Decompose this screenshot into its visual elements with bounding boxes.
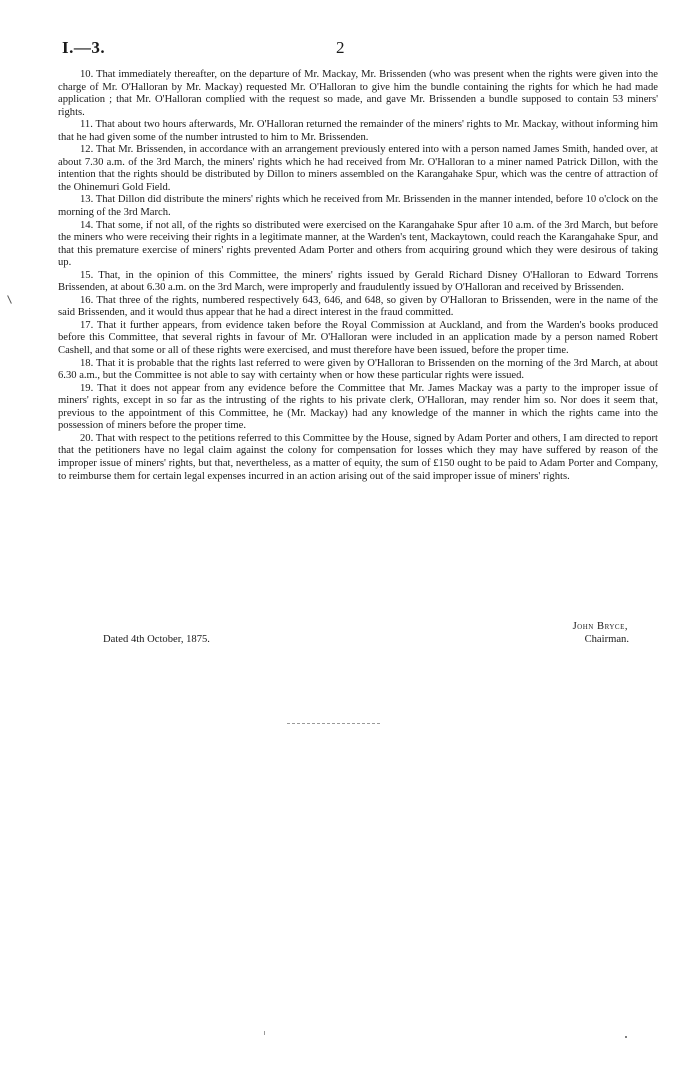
scan-speck: [625, 1036, 627, 1038]
paragraph: 10. That immediately thereafter, on the departure of Mr. Mackay, Mr. Brissenden (who was present when the rights were given into the charge of Mr. O'Halloran by Mr. Mackay) requested Mr. O'Halloran to give him the bundle containing the rights for which he had made application ; that Mr. O'Halloran complied with the request so made, and gave Mr. Brissenden a bundle supposed to contain 53 miners' rights.: [58, 69, 658, 118]
paragraph: 12. That Mr. Brissenden, in accordance with an arrangement previously entered into with a person named James Smith, handed over, at about 7.30 a.m. of the 3rd March, the miners' rights which he had received from Mr. O'Halloran to a miner named Patrick Dillon, with the intention that the rights should be distributed by Dillon to miners assembled on the Karangahake Spur, which was the centre of attraction of the Ohinemuri Gold Field.: [58, 144, 658, 193]
page-number: 2: [336, 38, 345, 57]
paragraph: 11. That about two hours afterwards, Mr. O'Halloran returned the remainder of the miners' rights to Mr. Mackay, without informing him that he had given some of the number intrusted to him to Mr. Brissenden.: [58, 119, 658, 143]
paragraph: 17. That it further appears, from evidence taken before the Royal Commission at Auckland, and from the Warden's books produced before this Committee, that several rights in favour of Mr. O'Halloran were included in an application made by a person named Robert Cashell, and that some or all of these rights were exercised, and must therefore have been issued, before the proper time.: [58, 319, 658, 357]
report-body: [58, 69, 658, 483]
paragraph: 14. That some, if not all, of the rights so distributed were exercised on the Karangahake Spur after 10 a.m. of the 3rd March, but before the miners who were receiving their rights in a legitimate manner, at the Warden's tent, Mackaytown, could reach the Karangahake Spur, and that this premature exercise of miners' rights prevented Adam Porter and others from acquiring ground which they were desirous of taking up.: [58, 219, 658, 269]
paragraph: 19. That it does not appear from any evidence before the Committee that Mr. James Mackay was a party to the improper issue of miners' rights, except in so far as the intrusting of the rights to his private clerk, O'Halloran, may render him so. Nor does it seem that, previous to the appointment of this Committee, he (Mr. Mackay) had any knowledge of the manner in which the rights came into the possession of miners before the proper time.: [58, 382, 658, 432]
document-reference: I.—3.: [62, 38, 106, 57]
paragraph: 16. That three of the rights, numbered respectively 643, 646, and 648, so given by O'Halloran to Brissenden, were in the name of the said Brissenden, and it would thus appear that he had a direct interest in the fraud committed.: [58, 294, 658, 319]
closing-rule: [287, 723, 380, 724]
paragraph: 15. That, in the opinion of this Committee, the miners' rights issued by Gerald Richard Disney O'Halloran to Edward Torrens Brissenden, at about 6.30 a.m. on the 3rd March, were improperly and fraudulently issued by O'Halloran and received by Brissenden.: [58, 269, 658, 294]
paragraph: 13. That Dillon did distribute the miners' rights which he received from Mr. Brissenden in the manner intended, before 10 o'clock on the morning of the 3rd March.: [58, 194, 658, 219]
paragraph: 20. That with respect to the petitions referred to this Committee by the House, signed by Adam Porter and others, I am directed to report that the petitioners have no legal claim against the colony for compensation for losses which they may have suffered by reason of the improper issue of miners' rights, but that, nevertheless, as a matter of equity, the sum of £150 ought to be paid to Adam Porter and Company, to reimburse them for certain legal expenses incurred in an action arising out of the said improper issue of miners' rights.: [58, 432, 658, 482]
scan-speck: [264, 1031, 265, 1035]
paragraph: 18. That it is probable that the rights last referred to were given by O'Halloran to Brissenden on the morning of the 3rd March, at about 6.30 a.m., but the Committee is not able to say with certainty when or how these particular rights were issued.: [58, 357, 658, 382]
date-line: Dated 4th October, 1875.: [103, 634, 210, 645]
scan-speck: [7, 295, 12, 304]
signatory-name: John Bryce,: [572, 621, 628, 632]
signatory-title: Chairman.: [584, 634, 629, 645]
